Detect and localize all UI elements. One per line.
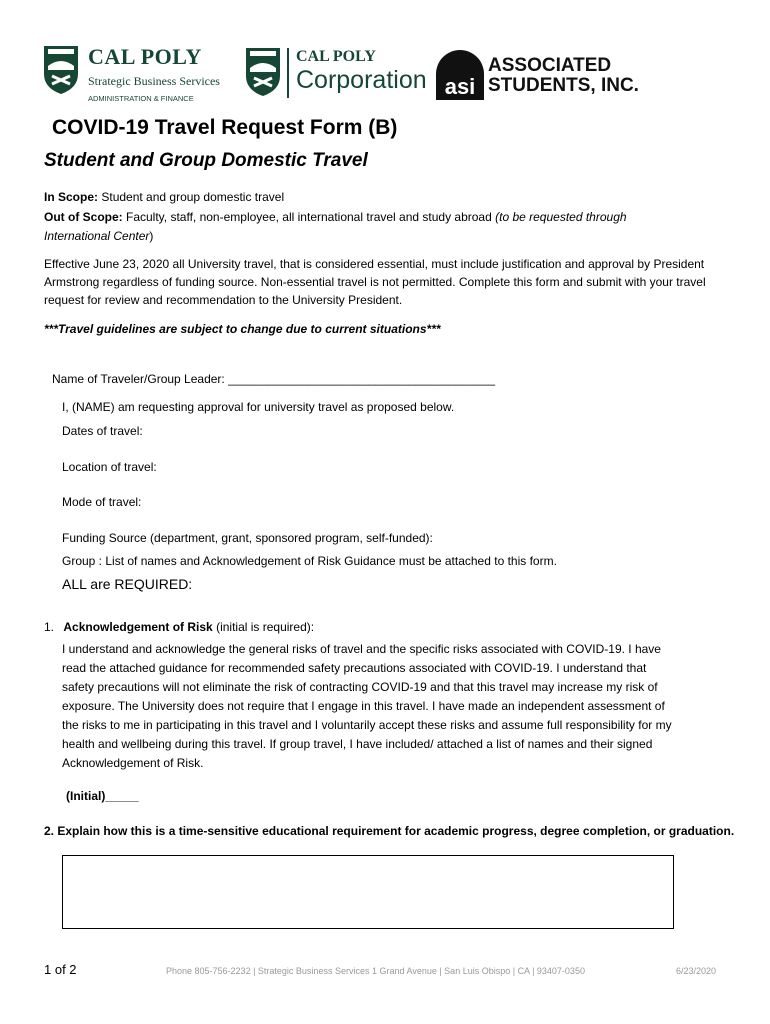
section1-note: (initial is required):	[212, 620, 315, 634]
mode-of-travel-field[interactable]: Mode of travel:	[62, 495, 142, 509]
in-scope-text: Student and group domestic travel	[98, 190, 285, 204]
out-scope-text: Faculty, staff, non-employee, all international travel and study abroad	[122, 210, 496, 224]
out-of-scope-line	[44, 208, 744, 226]
risk-line: health and wellbeing during this travel. If group travel, I have included/ attached a list of names and their signed	[62, 737, 653, 751]
page-number: 1 of 2	[44, 962, 77, 977]
admin-finance-text: ADMINISTRATION & FINANCE	[88, 94, 194, 103]
asi-name-line2: STUDENTS, INC.	[488, 75, 639, 96]
intro-line-1: Effective June 23, 2020 all University travel, that is considered essential, must include justification and approval by President	[44, 257, 705, 271]
traveler-name-field[interactable]: Name of Traveler/Group Leader: ________________________________________	[52, 372, 496, 386]
group-note: Group : List of names and Acknowledgement of Risk Guidance must be attached to this form.	[62, 554, 557, 568]
form-subtitle: Student and Group Domestic Travel	[44, 150, 368, 171]
funding-source-field[interactable]: Funding Source (department, grant, sponsored program, self-funded):	[62, 531, 433, 545]
risk-line: read the attached guidance for recommended safety precautions associated with COVID-19. I understand that	[62, 661, 647, 675]
risk-line: I understand and acknowledge the general risks of travel and the specific risks associated with COVID-19. I have	[62, 642, 661, 656]
cal-poly-shield-icon	[42, 44, 80, 96]
cal-poly-corp-logo-text: CAL POLY	[296, 48, 376, 65]
asi-name-line1: ASSOCIATED	[488, 55, 612, 76]
corporation-logo-text: Corporation	[296, 66, 427, 94]
cal-poly-corporation-shield-icon	[244, 46, 282, 98]
out-of-scope-line2	[44, 227, 153, 245]
form-title: COVID-19 Travel Request Form (B)	[52, 116, 398, 139]
section1-heading	[44, 618, 314, 636]
intro-line-3: request for review and recommendation to the University President.	[44, 293, 403, 307]
explanation-textbox[interactable]	[62, 855, 674, 929]
intro-line-2: Armstrong regardless of funding source. Non-essential travel is not permitted. Complete this form and submit with your travel	[44, 275, 706, 289]
in-scope-label: In Scope:	[44, 190, 99, 204]
section1-number: 1.	[44, 620, 55, 634]
risk-line: exposure. The University does not require that I engage in this travel. I have made an independent assessment of	[62, 699, 665, 713]
cal-poly-logo-text: CAL POLY	[88, 44, 202, 69]
risk-line: Acknowledgement of Risk.	[62, 756, 204, 770]
section2-question: 2. Explain how this is a time-sensitive educational requirement for academic progress, degree completion, or graduation.	[44, 824, 735, 838]
logo-row	[40, 42, 740, 106]
footer-contact: Phone 805-756-2232 | Strategic Business Services 1 Grand Avenue | San Luis Obispo | CA | 93407-0350	[166, 966, 585, 976]
sbs-logo-text: Strategic Business Services	[88, 74, 220, 88]
risk-line: the risks to me in participating in this travel and I voluntarily accept these risks and assume full responsibility for my	[62, 718, 672, 732]
in-scope-line	[44, 188, 284, 206]
request-statement: I, (NAME) am requesting approval for university travel as proposed below.	[62, 400, 455, 414]
out-scope-label: Out of Scope:	[44, 210, 123, 224]
asi-logo-text: asi	[436, 76, 484, 98]
location-of-travel-field[interactable]: Location of travel:	[62, 460, 157, 474]
all-required-label: ALL are REQUIRED:	[62, 576, 193, 592]
risk-line: safety precautions will not eliminate the risk of contracting COVID-19 and that this travel may increase my risk of	[62, 680, 658, 694]
international-center-text: International Center	[44, 229, 150, 243]
initial-field[interactable]: (Initial)_____	[66, 789, 139, 803]
risk-acknowledgement-text	[62, 640, 672, 773]
out-scope-italic: (to be requested through	[495, 210, 627, 224]
dates-of-travel-field[interactable]: Dates of travel:	[62, 424, 143, 438]
out-scope-close: )	[149, 229, 154, 243]
guidelines-note: ***Travel guidelines are subject to change due to current situations***	[44, 322, 441, 336]
footer-date: 6/23/2020	[676, 966, 717, 976]
logo-divider	[287, 48, 289, 98]
section1-label: Acknowledgement of Risk	[63, 620, 213, 634]
